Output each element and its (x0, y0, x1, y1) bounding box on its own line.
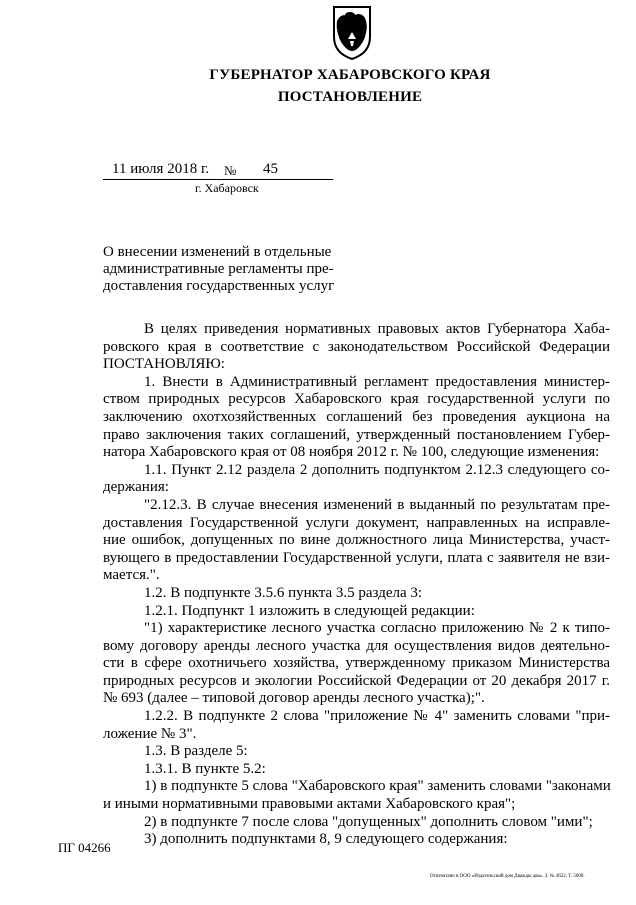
body-line: № 693 (далее – типовой договор аренды лесного участка);". (103, 690, 485, 707)
body-text (103, 321, 610, 849)
body-line: и иными нормативными правовыми актами Хабаровского края"; (103, 796, 516, 813)
body-line: вующего в предоставлении Государственной услуги, плата с заявителя не взи- (103, 549, 610, 566)
authority-title: ГУБЕРНАТОР ХАБАРОВСКОГО КРАЯ (209, 67, 491, 83)
body-line: ровского края в соответствие с законодательством Российской Федерации (103, 338, 610, 355)
document-date: 11 июля 2018 г. (112, 161, 210, 177)
body-line: 1. Внести в Административный регламент предоставления министер- (144, 373, 610, 390)
body-line: 1.2. В подпункте 3.5.6 пункта 3.5 раздела 3: (144, 584, 423, 601)
document-code: ПГ 04266 (58, 840, 111, 855)
subject-line: О внесении изменений в отдельные (103, 244, 332, 260)
body-line: право заключения таких соглашений, утвержденный постановлением Губер- (103, 426, 610, 443)
body-line: вому договору аренды лесного участка для осуществления видов деятельно- (103, 637, 610, 654)
subject-line: доставления государственных услуг (103, 278, 335, 294)
body-line: 1.3.1. В пункте 5.2: (144, 760, 266, 777)
document-number: 45 (263, 161, 278, 177)
body-line: ПОСТАНОВЛЯЮ: (103, 356, 225, 373)
body-line: доставления Государственной услуги документ, направленных на исправле- (103, 514, 610, 531)
body-line: ложение № 3". (103, 725, 197, 742)
body-line: держания: (103, 479, 169, 496)
body-line: "1) характеристике лесного участка согласно приложению № 2 к типо- (144, 620, 610, 637)
body-line: ством природных ресурсов Хабаровского края государственной услуги по (103, 391, 610, 408)
body-line: натора Хабаровского края от 08 ноября 2012 г. № 100, следующие изменения: (103, 444, 600, 461)
printer-imprint: Отпечатано в ООО «Издательский дом Дважды два». З. № 4622. Т. 5000. (430, 874, 585, 879)
body-line: ние ошибок, допущенных по вине должностного лица Министерства, участ- (103, 532, 610, 549)
coat-of-arms-icon (331, 3, 373, 61)
body-line: 1.3. В разделе 5: (144, 743, 248, 760)
subject-line: административные регламенты пре- (103, 261, 334, 277)
body-line: 1.1. Пункт 2.12 раздела 2 дополнить подпунктом 2.12.3 следующего со- (144, 461, 610, 478)
body-line: "2.12.3. В случае внесения изменений в выданный по результатам пре- (144, 496, 610, 513)
body-line: 3) дополнить подпунктами 8, 9 следующего содержания: (144, 831, 508, 848)
date-number-line (103, 161, 333, 180)
body-line: 1.2.2. В подпункте 2 слова "приложение № 4" заменить словами "при- (144, 708, 610, 725)
body-line: В целях приведения нормативных правовых актов Губернатора Хаба- (144, 321, 610, 337)
body-line: сти в сфере охотничьего хозяйства, утвержденному приказом Министерства (103, 655, 610, 672)
number-sign: № (224, 163, 237, 178)
body-line: 2) в подпункте 7 после слова "допущенных" дополнить словом "ими"; (144, 813, 593, 830)
document-type-title: ПОСТАНОВЛЕНИЕ (277, 89, 423, 105)
body-line: природных ресурсов и экологии Российской Федерации от 20 декабря 2017 г. (103, 672, 610, 689)
body-line: заключению охотхозяйственных соглашений без проведения аукциона на (103, 408, 610, 425)
body-line: 1) в подпункте 5 слова "Хабаровского края" заменить словами "законами (144, 778, 611, 795)
subject-block (103, 244, 338, 295)
body-line: 1.2.1. Подпункт 1 изложить в следующей редакции: (144, 602, 475, 619)
city-name: г. Хабаровск (195, 181, 259, 195)
body-line: мается.". (103, 567, 160, 584)
